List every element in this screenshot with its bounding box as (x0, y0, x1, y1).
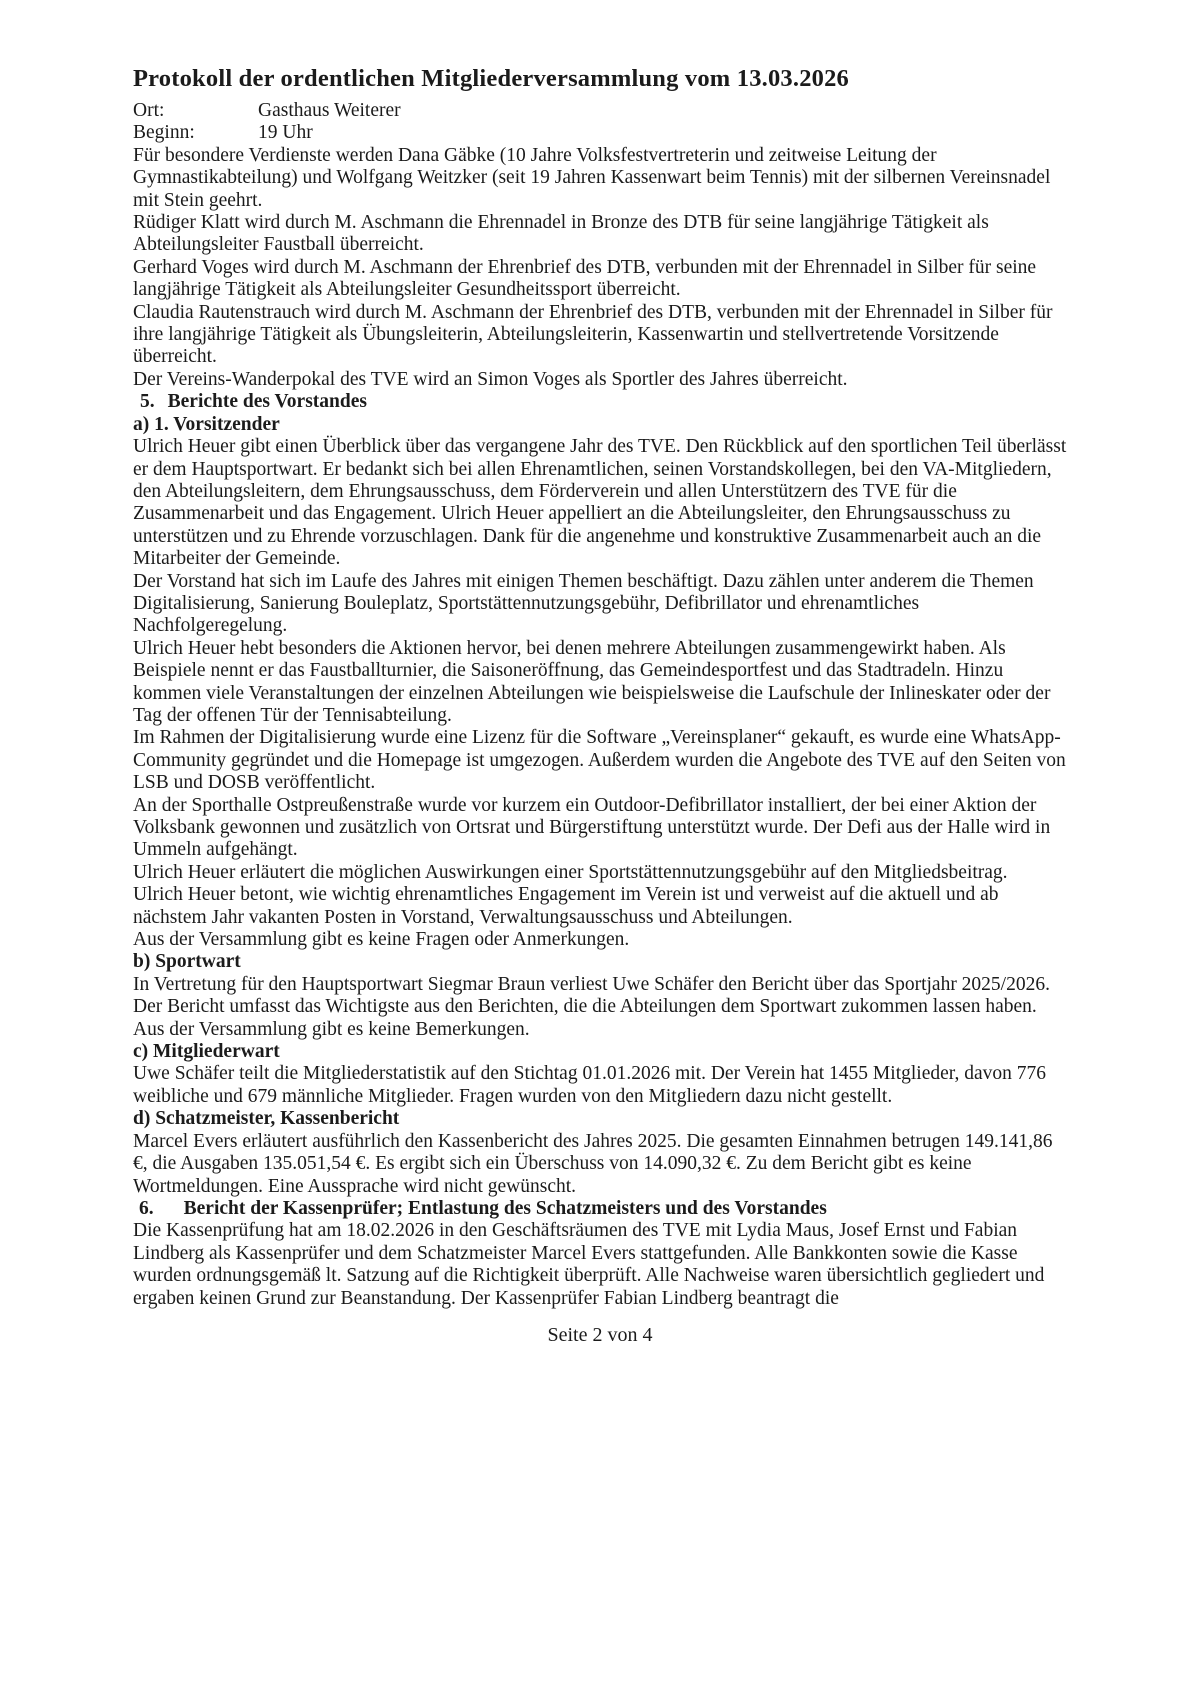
section-5-number: 5. (140, 391, 155, 413)
paragraph-vorsitzender-7: Ulrich Heuer betont, wie wichtig ehrenamtliches Engagement im Verein ist und verweist auf die aktuell und ab nächstem Jahr vakanten Posten in Vorstand, Verwaltungsausschuss und Abteilungen. (133, 884, 999, 928)
paragraph-honors-2: Rüdiger Klatt wird durch M. Aschmann die Ehrennadel in Bronze des DTB für seine langjährige Tätigkeit als Abteilungsleiter Faustball überreicht. (133, 212, 989, 256)
paragraph-vorsitzender-1: Ulrich Heuer gibt einen Überblick über das vergangene Jahr des TVE. Den Rückblick auf den sportlichen Teil überlässt er dem Hauptsportwart. Er bedankt sich bei allen Ehrenamtlichen, seinen Vorstandskollegen, bei den VA-Mitgliedern, den Abteilungsleitern, dem Ehrungsausschuss, dem Förderverein und allen Unterstützern des TVE für die Zusammenarbeit und das Engagement. Ulrich Heuer appelliert an die Abteilungsleiter, den Ehrungsausschuss zu unterstützen und zu Ehrende vorzuschlagen. Dank für die angenehme und konstruktive Zusammenarbeit auch an die Mitarbeiter der Gemeinde. (133, 436, 1067, 570)
paragraph-vorsitzender-4: Im Rahmen der Digitalisierung wurde eine Lizenz für die Software „Vereinsplaner“ gekauft, es wurde eine WhatsApp-Community gegründet und die Homepage ist umgezogen. Außerdem wurden die Angebote des TVE auf den Seiten von LSB und DOSB veröffentlicht. (133, 727, 1066, 794)
subsection-d-heading: d) Schatzmeister, Kassenbericht (133, 1108, 400, 1130)
section-5-heading (133, 391, 1067, 413)
paragraph-honors-3: Gerhard Voges wird durch M. Aschmann der Ehrenbrief des DTB, verbunden mit der Ehrennadel in Silber für seine langjährige Tätigkeit als Abteilungsleiter Gesundheitssport überreicht. (133, 256, 1037, 301)
paragraph-vorsitzender-3: Ulrich Heuer hebt besonders die Aktionen hervor, bei denen mehrere Abteilungen zusammengewirkt haben. Als Beispiele nennt er das Faustballturnier, die Saisoneröffnung, das Gemeindesportfest und das Stadtradeln. Hinzu kommen viele Veranstaltungen der einzelnen Abteilungen wie beispielsweise die Laufschule der Inlineskater oder der Tag der offenen Tür der Tennisabteilung. (133, 637, 1051, 726)
page-title: Protokoll der ordentlichen Mitgliederversammlung vom 13.03.2026 (133, 65, 849, 92)
section-6-number: 6. (139, 1197, 154, 1219)
info-row-beginn (133, 122, 1067, 144)
paragraph-schatzmeister-1: Marcel Evers erläutert ausführlich den Kassenbericht des Jahres 2025. Die gesamten Einnahmen betrugen 149.141,86 €, die Ausgaben 135.051,54 €. Es ergibt sich ein Überschuss von 14.090,32 €. Zu dem Bericht gibt es keine Wortmeldungen. Eine Aussprache wird nicht gewünscht. (133, 1130, 1053, 1197)
info-value-ort: Gasthaus Weiterer (258, 100, 401, 121)
paragraph-kassenpruefer-1: Die Kassenprüfung hat am 18.02.2026 in den Geschäftsräumen des TVE mit Lydia Maus, Josef Ernst und Fabian Lindberg als Kassenprüfer und dem Schatzmeister Marcel Evers stattgefunden. Alle Bankkonten sowie die Kasse wurden ordnungsgemäß lt. Satzung auf die Richtigkeit überprüft. Alle Nachweise waren übersichtlich gegliedert und ergaben keinen Grund zur Beanstandung. Der Kassenprüfer Fabian Lindberg beantragt die (133, 1220, 1045, 1309)
paragraph-honors-4: Claudia Rautenstrauch wird durch M. Aschmann der Ehrenbrief des DTB, verbunden mit der Ehrennadel in Silber für ihre langjährige Tätigkeit als Übungsleiterin, Abteilungsleiterin, Kassenwartin und stellvertretende Vorsitzende überreicht. (133, 301, 1053, 368)
subsection-a-heading: a) 1. Vorsitzender (133, 413, 280, 435)
paragraph-vorsitzender-6: Ulrich Heuer erläutert die möglichen Auswirkungen einer Sportstättennutzungsgebühr auf den Mitgliedsbeitrag. (133, 861, 1008, 883)
paragraph-sportwart-2: Aus der Versammlung gibt es keine Bemerkungen. (133, 1018, 530, 1040)
paragraph-honors-1: Für besondere Verdienste werden Dana Gäbke (10 Jahre Volksfestvertreterin und zeitweise Leitung der Gymnastikabteilung) und Wolfgang Weitzker (seit 19 Jahren Kassenwart beim Tennis) mit der silbernen Vereinsnadel mit Stein geehrt. (133, 144, 1051, 211)
section-6-title: Bericht der Kassenprüfer; Entlastung des Schatzmeisters und des Vorstandes (183, 1197, 827, 1219)
subsection-c-heading: c) Mitgliederwart (133, 1041, 280, 1063)
page-number: Seite 2 von 4 (547, 1323, 653, 1346)
section-6-heading (133, 1198, 1067, 1220)
info-label-beginn: Beginn: (133, 122, 195, 144)
info-label-ort: Ort: (133, 100, 165, 121)
subsection-b-heading: b) Sportwart (133, 951, 241, 973)
paragraph-vorsitzender-2: Der Vorstand hat sich im Laufe des Jahres mit einigen Themen beschäftigt. Dazu zählen unter anderem die Themen Digitalisierung, Sanierung Bouleplatz, Sportstättennutzungsgebühr, Defibrillator und ehrenamtliches Nachfolgeregelung. (133, 570, 1034, 637)
paragraph-sportwart-1: In Vertretung für den Hauptsportwart Siegmar Braun verliest Uwe Schäfer den Bericht über das Sportjahr 2025/2026. Der Bericht umfasst das Wichtigste aus den Berichten, die die Abteilungen dem Sportwart zukommen lassen haben. (133, 973, 1050, 1018)
paragraph-wanderpokal: Der Vereins-Wanderpokal des TVE wird an Simon Voges als Sportler des Jahres überreicht. (133, 368, 848, 390)
paragraph-vorsitzender-5: An der Sporthalle Ostpreußenstraße wurde vor kurzem ein Outdoor-Defibrillator installiert, der bei einer Aktion der Volksbank gewonnen und zusätzlich von Ortsrat und Bürgerstiftung unterstützt wurde. Der Defi aus der Halle wird in Ummeln aufgehängt. (133, 794, 1051, 861)
section-5-title: Berichte des Vorstandes (167, 391, 367, 413)
info-value-beginn: 19 Uhr (258, 122, 313, 144)
paragraph-mitgliederwart-1: Uwe Schäfer teilt die Mitgliederstatistik auf den Stichtag 01.01.2026 mit. Der Verein hat 1455 Mitglieder, davon 776 weibliche und 679 männliche Mitglieder. Fragen wurden von den Mitgliedern dazu nicht gestellt. (133, 1063, 1046, 1107)
paragraph-vorsitzender-8: Aus der Versammlung gibt es keine Fragen oder Anmerkungen. (133, 929, 630, 951)
info-row-ort (133, 100, 1067, 122)
